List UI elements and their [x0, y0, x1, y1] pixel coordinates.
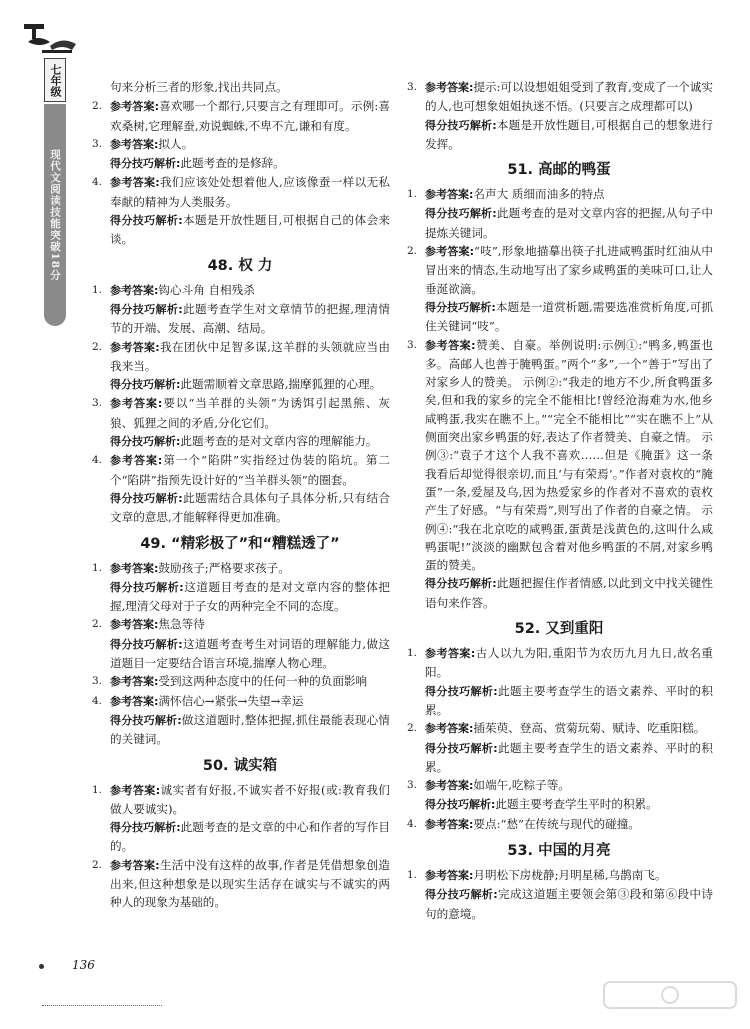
- grade-label: 七年级: [44, 58, 66, 102]
- series-band: [44, 58, 66, 328]
- section-heading: 49. “精彩极了”和“糟糕透了”: [140, 535, 340, 552]
- answer-text: 要以“当羊群的头领”为诱饵引起黑熊、灰狼、狐狸之间的矛盾,分化它们。: [110, 396, 390, 430]
- answer-label: 参考答案:: [110, 858, 160, 872]
- answer-label: 得分技巧解析:: [425, 888, 498, 902]
- answer-item: [90, 135, 390, 154]
- answer-label: 参考答案:: [110, 454, 163, 468]
- answer-label: 得分技巧解析:: [110, 713, 182, 727]
- item-number: 4.: [92, 454, 103, 467]
- answer-note: [90, 489, 390, 527]
- answer-note: [90, 432, 390, 451]
- answer-label: 参考答案:: [425, 817, 474, 831]
- answer-item: [90, 672, 390, 691]
- item-number: 4.: [92, 176, 103, 189]
- answer-text: 第一个“陷阱”实指经过伪装的陷坑。第二个“陷阱”指预先设计好的“当羊群头领”的圈套。: [110, 453, 390, 487]
- answer-text: 此题考查的是修辞。: [180, 156, 285, 171]
- answer-label: 得分技巧解析:: [110, 157, 181, 171]
- item-number: 2.: [92, 100, 103, 113]
- answer-note: [90, 154, 390, 173]
- answer-text: 此题需顺着文章思路,揣摩狐狸的心理。: [180, 377, 382, 392]
- item-number: 3.: [407, 81, 418, 93]
- answer-text: 拟人。: [158, 136, 194, 151]
- watermark-logo: [600, 980, 740, 1024]
- answer-text: 此题主要考查学生平时的积累。: [495, 797, 658, 812]
- answer-item: [90, 451, 390, 489]
- series-title: 现代文阅读技能突破18分: [44, 104, 66, 326]
- item-number: 3.: [407, 779, 418, 792]
- answer-text: 赞美、自豪。举例说明:示例①:“鸭多,鸭蛋也多。高邮人也善于腌鸭蛋。”两个“多”,一个“善于”写出了对家乡人的赞美。 示例②:“我走的地方不少,所食鸭蛋多矣,但和我的家乡的完全不能相比!曾经沧海难为水,他乡咸鸭蛋,我实在瞧不上。”“完全不能相比”“实在瞧不上”从侧面突出家乡鸭蛋的好,表达了作者赞美、自豪之情。 示例③:“袁子才这个人我不喜欢……但是《腌蛋》这一条我看后却觉得很亲切,而且‘与有荣焉’。”作者对袁枚的“腌蛋”一条,爱屋及乌,因为热爱家乡的作者对不喜欢的袁枚产生了好感。“与有荣焉”,则写出了作者的自豪之情。 示例④:“我在北京吃的咸鸭蛋,蛋黄是浅黄色的,这叫什么咸鸭蛋呢!”淡淡的幽默包含着对他乡鸭蛋的不屑,对家乡鸭蛋的赞美。: [425, 337, 713, 573]
- answer-note: [405, 682, 713, 720]
- item-number: 4.: [92, 694, 103, 707]
- answer-text: 此题考查学生对文章情节的把握,理清情节的开端、发展、高潮、结局。: [110, 301, 390, 336]
- answer-text: 此题主要考查学生的语文素养、平时的积累。: [425, 740, 713, 774]
- answer-text: 此题需结合具体句子具体分析,只有结合文章的意思,才能解释得更加准确。: [110, 490, 390, 525]
- answer-label: 参考答案:: [110, 397, 163, 411]
- answer-label: 得分技巧解析:: [110, 821, 181, 835]
- section-heading: 53. 中国的月亮: [507, 842, 611, 859]
- answer-text: 插茱萸、登高、赏菊玩菊、赋诗、吃重阳糕。: [473, 721, 706, 736]
- answer-text: 如端午,吃粽子等。: [473, 778, 570, 793]
- answer-label: 得分技巧解析:: [425, 684, 498, 698]
- item-number: 2.: [407, 245, 418, 258]
- answer-text: 本题是开放性题目,可根据自己的想象进行发挥。: [425, 117, 713, 151]
- answer-item: [90, 692, 390, 711]
- answer-note: [405, 204, 713, 242]
- answer-label: 得分技巧解析:: [110, 302, 183, 316]
- answer-label: 参考答案:: [110, 100, 159, 114]
- answer-item: [90, 781, 390, 819]
- page-number: 136: [72, 958, 95, 972]
- answer-label: 得分技巧解析:: [110, 435, 181, 449]
- answer-label: 得分技巧解析:: [425, 300, 496, 314]
- answer-label: 参考答案:: [425, 245, 475, 259]
- answer-label: 参考答案:: [425, 81, 474, 94]
- section-heading: 48. 权 力: [207, 257, 273, 274]
- item-number: 2.: [92, 618, 103, 631]
- answer-text: 此题把握住作者情感,以此到文中找关键性语句来作答。: [425, 576, 713, 610]
- answer-item: [405, 242, 713, 298]
- answer-text: 月明松下房栊静;月明星稀,乌鹊南飞。: [473, 867, 667, 882]
- item-number: 2.: [407, 722, 418, 735]
- answer-item: [90, 173, 390, 211]
- answer-label: 得分技巧解析:: [425, 207, 497, 221]
- section-heading: 51. 高邮的鸭蛋: [507, 162, 611, 179]
- answer-label: 得分技巧解析:: [110, 637, 183, 651]
- answer-text: 做这道题时,整体把握,抓住最能表现心情的关键词。: [110, 712, 391, 747]
- answer-label: 参考答案:: [425, 868, 474, 882]
- answer-label: 得分技巧解析:: [110, 580, 184, 594]
- answer-item: [405, 185, 713, 204]
- answer-item: [405, 336, 713, 575]
- item-number: 3.: [92, 137, 103, 150]
- answer-label: 参考答案:: [425, 647, 476, 661]
- answer-label: 得分技巧解析:: [425, 741, 498, 755]
- answer-note: [405, 739, 713, 777]
- answer-note: [405, 885, 713, 923]
- answer-label: 参考答案:: [110, 283, 159, 297]
- answer-note: [405, 795, 713, 814]
- item-number: 3.: [407, 338, 418, 351]
- item-number: 1.: [407, 647, 418, 660]
- answer-text: 钩心斗角 自相残杀: [158, 282, 255, 297]
- item-number: 1.: [407, 868, 418, 881]
- answer-item: [405, 776, 713, 795]
- answer-text: 句来分析三者的形象,找出共同点。: [110, 80, 288, 94]
- answer-label: 参考答案:: [110, 675, 159, 689]
- answer-text: 古人以九为阳,重阳节为农历九月九日,故名重阳。: [425, 646, 713, 680]
- answer-label: 参考答案:: [425, 338, 476, 352]
- answer-item: [90, 856, 390, 912]
- answer-note: [90, 635, 390, 673]
- answer-text: 焦急等待: [158, 617, 205, 632]
- answer-item: [90, 338, 390, 376]
- answer-item: [90, 615, 390, 634]
- answer-note: [90, 78, 390, 97]
- answer-label: 得分技巧解析:: [425, 118, 497, 132]
- item-number: 2.: [92, 340, 103, 353]
- answer-text: 本题是开放性题目,可根据自己的体会来谈。: [110, 213, 390, 247]
- answer-item: [405, 644, 713, 682]
- answer-label: 参考答案:: [425, 779, 474, 793]
- answer-label: 得分技巧解析:: [110, 491, 183, 505]
- answer-label: 参考答案:: [110, 561, 159, 575]
- answer-text: 受到这两种态度中的任何一种的负面影响: [158, 674, 368, 689]
- answer-text: 这道题考查考生对词语的理解能力,做这道题目一定要结合语言环境,揣摩人物心理。: [110, 636, 390, 671]
- answer-note: [405, 298, 713, 336]
- answer-text: 此题考查的是对文章内容的理解能力。: [180, 434, 378, 449]
- answer-text: 喜欢哪一个都行,只要言之有理即可。示例:喜欢桑树,它理解蚕,劝说蜘蛛,不卑不亢,谦和有度。: [110, 99, 390, 133]
- item-number: 4.: [407, 817, 418, 830]
- answer-label: 参考答案:: [110, 137, 159, 151]
- answer-text: 生活中没有这样的故事,作者是凭借想象创造出来,但这种想象是以现实生活存在诚实与不诚实的两种人的现象为基础的。: [110, 857, 390, 910]
- answer-note: [405, 574, 713, 612]
- answer-text: “吱”,形象地描摹出筷子扎进咸鸭蛋时红油从中冒出来的情态,生动地写出了家乡咸鸭蛋的美味可口,让人垂涎欲滴。: [425, 244, 713, 296]
- footer-dotted-line: [42, 1005, 162, 1006]
- item-number: 1.: [92, 783, 103, 796]
- answer-item: [405, 866, 713, 885]
- section-heading: 52. 又到重阳: [514, 621, 604, 638]
- answer-text: 此题考查的是文章的中心和作者的写作目的。: [110, 820, 390, 854]
- item-number: 1.: [92, 283, 103, 296]
- answer-note: [90, 578, 390, 616]
- answer-note: [405, 116, 713, 154]
- item-number: 3.: [92, 675, 103, 688]
- margin-dot: [39, 964, 44, 969]
- answer-label: 参考答案:: [110, 176, 160, 190]
- answer-item: [405, 815, 713, 834]
- answer-text: 鼓励孩子;严格要求孩子。: [158, 560, 290, 575]
- right-column: [405, 78, 713, 923]
- item-number: 1.: [407, 188, 418, 201]
- answer-item: [90, 559, 390, 578]
- book-logo-icon: [22, 18, 78, 62]
- left-column: [90, 78, 390, 912]
- answer-note: [90, 211, 390, 249]
- answer-text: 满怀信心→紧张→失望→幸运: [158, 693, 304, 708]
- answer-label: 参考答案:: [110, 694, 159, 708]
- answer-label: 参考答案:: [425, 188, 474, 202]
- answer-item: [90, 97, 390, 135]
- section-heading: 50. 诚实箱: [202, 757, 278, 774]
- answer-label: 得分技巧解析:: [110, 378, 181, 392]
- answer-item: [90, 394, 390, 432]
- answer-text: 完成这道题主要领会第③段和第⑥段中诗句的意境。: [425, 887, 713, 921]
- answer-note: [90, 375, 390, 394]
- answer-text: 提示:可以设想姐姐受到了教育,变成了一个诚实的人,也可想象姐姐执迷不悟。(只要言之成理都可以): [425, 80, 713, 114]
- answer-text: 此题考查的是对文章内容的把握,从句子中提炼关键词。: [425, 206, 713, 240]
- answer-text: 我们应该处处想着他人,应该像蚕一样以无私奉献的精神为人类服务。: [110, 175, 390, 209]
- answer-text: 诚实者有好报,不诚实者不好报(或:教育我们做人要诚实)。: [110, 782, 390, 816]
- answer-text: 我在团伙中足智多谋,这羊群的头领就应当由我来当。: [110, 339, 390, 373]
- answer-item: [405, 78, 713, 116]
- answer-label: 参考答案:: [110, 618, 159, 632]
- item-number: 2.: [92, 858, 103, 871]
- answer-label: 得分技巧解析:: [110, 214, 183, 228]
- answer-text: 这道题目考查的是对文章内容的整体把握,理清父母对于子女的两种完全不同的态度。: [110, 579, 390, 614]
- answer-label: 得分技巧解析:: [425, 577, 497, 591]
- answer-text: 本题是一道赏析题,需要选准赏析角度,可抓住关键词“吱”。: [425, 299, 714, 334]
- sidebar: [0, 0, 60, 1029]
- answer-label: 参考答案:: [425, 722, 474, 736]
- answer-note: [90, 300, 390, 338]
- answer-item: [405, 719, 713, 738]
- answer-text: 名声大 质细而油多的特点: [473, 187, 605, 202]
- answer-text: 要点:“愁”在传统与现代的碰撞。: [473, 816, 640, 831]
- item-number: 3.: [92, 397, 103, 410]
- answer-note: [90, 711, 390, 749]
- answer-item: [90, 281, 390, 300]
- item-number: 1.: [92, 561, 103, 574]
- answer-label: 参考答案:: [110, 783, 161, 797]
- answer-label: 参考答案:: [110, 340, 160, 354]
- answer-note: [90, 818, 390, 856]
- answer-label: 得分技巧解析:: [425, 798, 496, 812]
- answer-text: 此题主要考查学生的语文素养、平时的积累。: [425, 683, 713, 717]
